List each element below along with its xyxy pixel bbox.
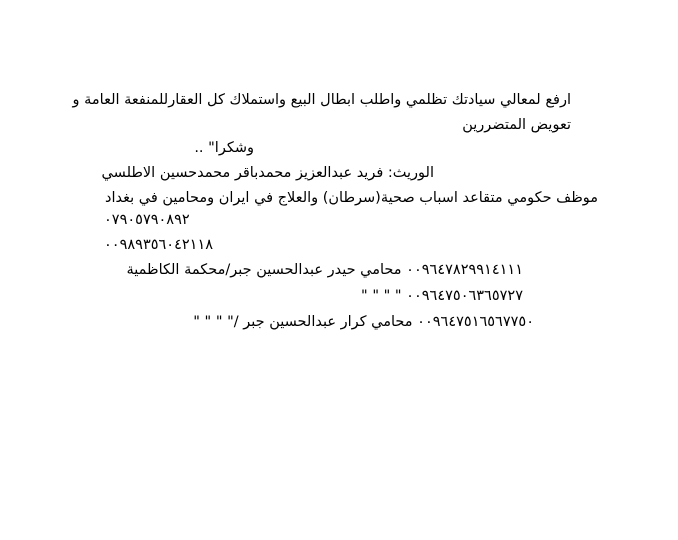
lawyer-line-1: ٠٠٩٦٤٧٨٢٩٩١٤١١١ محامي حيدر عبدالحسين جبر/محكمة الكاظمية xyxy=(126,262,523,278)
lawyer-line-3: ٠٠٩٦٤٧٥١٦٥٦٧٧٥٠ محامي كرار عبدالحسين جبر /" " " " xyxy=(193,314,534,330)
closing-text: وشكرا" .. xyxy=(194,140,254,156)
phone-number-1: ٠٧٩٠٥٧٩٠٨٩٢ xyxy=(104,212,190,228)
lawyer-line-2: " " " " ٠٠٩٦٤٧٥٠٦٣٦٥٧٢٧ xyxy=(361,288,523,304)
job-description: موظف حكومي متقاعد اسباب صحية(سرطان) والعلاج في ايران ومحامين في بغداد xyxy=(105,190,598,206)
paragraph-line-2: تعويض المتضررين xyxy=(462,117,571,133)
heir-name: الوريث: فريد عبدالعزيز محمدباقر محمدحسين الاطلسي xyxy=(101,165,434,181)
paragraph-line-1: ارفع لمعالي سيادتك تظلمي واطلب ابطال البيع واستملاك كل العقارللمنفعة العامة و xyxy=(72,92,571,108)
phone-number-2: ٠٠٩٨٩٣٥٦٠٤٢١١٨ xyxy=(104,237,214,253)
